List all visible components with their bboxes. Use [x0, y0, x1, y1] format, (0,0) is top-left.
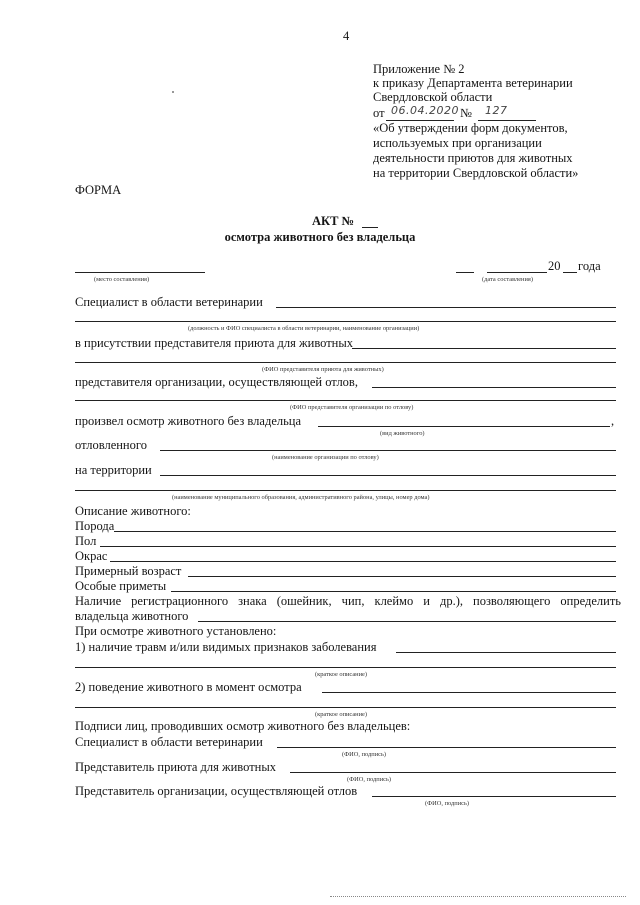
- registration-label-1: Наличие регистрационного знака (ошейник, чип, клеймо и др.), позволяющего определить: [75, 594, 621, 608]
- appendix-date-prefix: от: [373, 106, 385, 120]
- specialist-line: [276, 307, 616, 308]
- appendix-line-3: Свердловской области: [373, 90, 493, 104]
- appendix-line-1: Приложение № 2: [373, 62, 465, 76]
- specialist-line-2: [75, 321, 616, 322]
- appendix-purpose-2: используемых при организации: [373, 136, 542, 150]
- signatures-header: Подписи лиц, проводивших осмотр животного без владельцев:: [75, 719, 411, 733]
- animal-kind-hint: (вид животного): [380, 430, 425, 437]
- act-title: АКТ №: [312, 214, 355, 228]
- injuries-line-2: [75, 667, 616, 668]
- year-suffix: года: [578, 259, 601, 273]
- appendix-number-label: №: [460, 106, 472, 120]
- sex-line: [100, 546, 616, 547]
- catch-org-hint: (наименование организации по отлову): [272, 454, 379, 461]
- behavior-line-2: [75, 707, 616, 708]
- shelter-signature-hint: (ФИО, подпись): [347, 776, 392, 783]
- org-signature-label: Представитель организации, осуществляющей отлов: [75, 784, 358, 798]
- catch-org-line: [160, 450, 616, 451]
- shelter-signature-label: Представитель приюта для животных: [75, 760, 276, 774]
- appendix-purpose-3: деятельности приютов для животных: [373, 151, 573, 165]
- form-label: ФОРМА: [75, 183, 122, 197]
- territory-hint: (наименование муниципального образования, административного района, улицы, номер дома): [172, 494, 430, 501]
- injuries-label: 1) наличие травм и/или видимых признаков заболевания: [75, 640, 377, 654]
- page-number: 4: [343, 29, 350, 43]
- specialist-hint: (должность и ФИО специалиста в области ветеринарии, наименование организации): [188, 325, 420, 332]
- inspection-label: произвел осмотр животного без владельца: [75, 414, 302, 428]
- org-rep-hint: (ФИО представителя организации по отлову): [290, 404, 414, 411]
- shelter-rep-label: в присутствии представителя приюта для животных: [75, 336, 354, 350]
- specialist-label: Специалист в области ветеринарии: [75, 295, 263, 309]
- injuries-line: [396, 652, 616, 653]
- caught-label: отловленного: [75, 438, 147, 452]
- territory-line: [160, 475, 616, 476]
- registration-label-2: владельца животного: [75, 609, 189, 623]
- behavior-label: 2) поведение животного в момент осмотра: [75, 680, 302, 694]
- year-line: [563, 272, 577, 273]
- date-hint: (дата составления): [482, 276, 533, 283]
- month-line: [487, 272, 547, 273]
- shelter-rep-line-2: [75, 362, 616, 363]
- org-signature-hint: (ФИО, подпись): [425, 800, 470, 807]
- org-signature-line: [372, 796, 616, 797]
- place-hint: (место составления): [94, 276, 150, 283]
- breed-label: Порода: [75, 519, 115, 533]
- place-line: [75, 272, 205, 273]
- day-line: [456, 272, 474, 273]
- behavior-line: [322, 692, 616, 693]
- findings-header: При осмотре животного установлено:: [75, 624, 277, 638]
- org-rep-line-2: [75, 400, 616, 401]
- color-label: Окрас: [75, 549, 108, 563]
- age-label: Примерный возраст: [75, 564, 182, 578]
- shelter-rep-line: [352, 348, 616, 349]
- year-prefix: 20: [548, 259, 561, 273]
- shelter-signature-line: [290, 772, 616, 773]
- specialist-signature-line: [277, 747, 616, 748]
- age-line: [188, 576, 616, 577]
- behavior-hint: (краткое описание): [315, 711, 367, 718]
- description-header: Описание животного:: [75, 504, 191, 518]
- act-subtitle: осмотра животного без владельца: [224, 230, 416, 244]
- act-number-line: [362, 227, 378, 228]
- appendix-purpose-1: «Об утверждении форм документов,: [373, 121, 568, 135]
- appendix-date-handwritten: 06.04.2020: [391, 104, 459, 117]
- color-line: [110, 561, 616, 562]
- specialist-signature-label: Специалист в области ветеринарии: [75, 735, 263, 749]
- marks-line: [171, 591, 616, 592]
- breed-line: [114, 531, 616, 532]
- org-rep-line: [372, 387, 616, 388]
- appendix-number-handwritten: 127: [485, 104, 508, 117]
- appendix-purpose-4: на территории Свердловской области»: [373, 166, 579, 180]
- registration-line: [198, 621, 616, 622]
- shelter-rep-hint: (ФИО представителя приюта для животных): [262, 366, 384, 373]
- scan-speck: [172, 91, 174, 93]
- marks-label: Особые приметы: [75, 579, 167, 593]
- inspection-comma: ,: [611, 414, 615, 428]
- footer-rule: [330, 896, 626, 897]
- injuries-hint: (краткое описание): [315, 671, 367, 678]
- specialist-signature-hint: (ФИО, подпись): [342, 751, 387, 758]
- territory-line-2: [75, 490, 616, 491]
- territory-label: на территории: [75, 463, 152, 477]
- appendix-line-2: к приказу Департамента ветеринарии: [373, 76, 573, 90]
- sex-label: Пол: [75, 534, 97, 548]
- org-rep-label: представителя организации, осуществляющей отлов,: [75, 375, 358, 389]
- animal-kind-line: [318, 426, 610, 427]
